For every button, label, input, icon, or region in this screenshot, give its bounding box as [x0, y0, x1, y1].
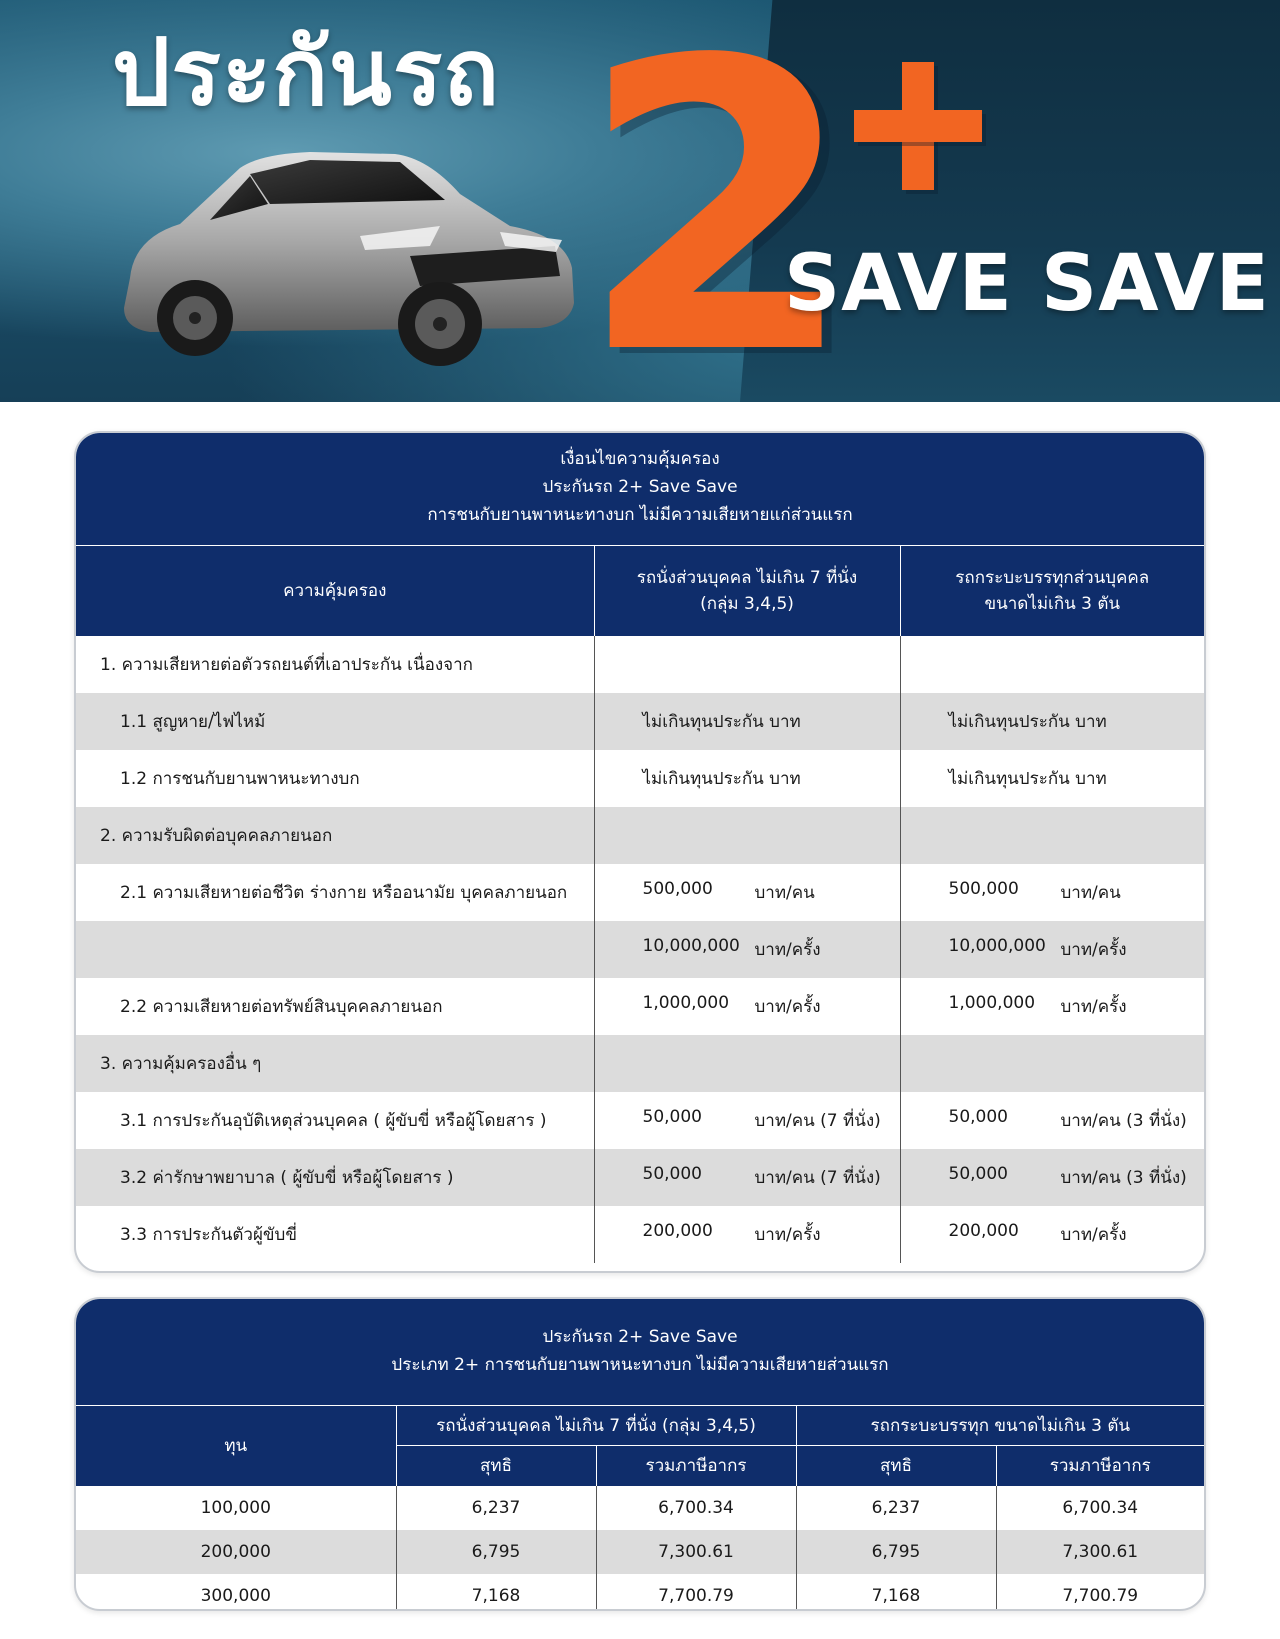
- row-value-a: [594, 1149, 900, 1206]
- unit: บาท/คน (3 ที่นั่ง): [1060, 1110, 1187, 1131]
- total-premium-b: 6,700.34: [996, 1486, 1204, 1530]
- unit: บาท/คน (7 ที่นั่ง): [754, 1110, 881, 1131]
- row-label: [76, 921, 594, 978]
- table-row: [76, 693, 1204, 750]
- sum-insured: 100,000: [200, 1497, 271, 1518]
- net-premium-a: 6,237: [396, 1486, 596, 1530]
- row-value-b: [900, 636, 1204, 693]
- amount: 50,000: [642, 1163, 702, 1184]
- amount: 10,000,000: [642, 935, 740, 956]
- coverage-header-row: [76, 546, 1204, 636]
- row-value-b: [900, 864, 1204, 921]
- table-row: [76, 1035, 1204, 1092]
- row-label: 1.1 สูญหาย/ไฟไหม้: [76, 693, 594, 750]
- col-pickup-truck-line: ขนาดไม่เกิน 3 ตัน: [984, 593, 1121, 614]
- hero-banner: [0, 0, 1280, 402]
- sum-insured: 200,000: [76, 1530, 396, 1574]
- row-value-b: [900, 1206, 1204, 1263]
- premium-panel: [74, 1297, 1206, 1611]
- car-image: [110, 128, 580, 368]
- net-premium-a: 7,168: [396, 1574, 596, 1612]
- col-passenger-car-line: (กลุ่ม 3,4,5): [700, 593, 794, 614]
- premium-panel-header: [76, 1299, 1204, 1405]
- row-label: 2.1 ความเสียหายต่อชีวิต ร่างกาย หรืออนามัย บุคคลภายนอก: [120, 882, 568, 903]
- row-label: 2. ความรับผิดต่อบุคคลภายนอก: [76, 807, 594, 864]
- table-row: [76, 1574, 1204, 1612]
- unit: บาท/คน (7 ที่นั่ง): [754, 1167, 881, 1188]
- net-premium-b: 6,237: [796, 1486, 996, 1530]
- row-value-a: [594, 693, 900, 750]
- amount: ไม่เกินทุนประกัน บาท: [642, 768, 801, 789]
- table-row: [76, 807, 1204, 864]
- amount: 50,000: [642, 1106, 702, 1127]
- amount: 200,000: [948, 1220, 1019, 1241]
- row-value-a: [594, 1206, 900, 1263]
- unit: บาท/คน: [1060, 882, 1121, 903]
- table-row: [76, 921, 1204, 978]
- row-value-b: [900, 1149, 1204, 1206]
- amount: 50,000: [948, 1163, 1008, 1184]
- net-premium-b: 7,168: [796, 1574, 996, 1612]
- hero-title: ประกันรถ: [112, 19, 500, 126]
- row-value-b: [900, 807, 1204, 864]
- row-value-a: [594, 921, 900, 978]
- row-value-a: [594, 1092, 900, 1149]
- row-label: 1. ความเสียหายต่อตัวรถยนต์ที่เอาประกัน เนื่องจาก: [100, 654, 473, 675]
- col-sum-insured: ทุน: [76, 1406, 396, 1486]
- table-row: [76, 978, 1204, 1035]
- sum-insured: 300,000: [200, 1585, 271, 1606]
- amount: ไม่เกินทุนประกัน บาท: [948, 711, 1107, 732]
- unit: บาท/คน (3 ที่นั่ง): [1060, 1167, 1187, 1188]
- row-value-b: [900, 1092, 1204, 1149]
- amount: 10,000,000: [948, 935, 1046, 956]
- unit: บาท/ครั้ง: [754, 939, 821, 960]
- col-group-pickup-truck: รถกระบะบรรทุก ขนาดไม่เกิน 3 ตัน: [796, 1406, 1204, 1446]
- row-label: 3.2 ค่ารักษาพยาบาล ( ผู้ขับขี่ หรือผู้โดยสาร ): [76, 1149, 594, 1206]
- amount: 1,000,000: [642, 992, 730, 1013]
- row-value-a: [594, 978, 900, 1035]
- amount: ไม่เกินทุนประกัน บาท: [948, 768, 1107, 789]
- hero-big-number: 2: [578, 0, 847, 402]
- unit: บาท/ครั้ง: [1060, 996, 1127, 1017]
- row-label: 2.2 ความเสียหายต่อทรัพย์สินบุคคลภายนอก: [120, 996, 443, 1017]
- net-premium-b: 6,795: [796, 1530, 996, 1574]
- col-total-b: รวมภาษีอากร: [996, 1446, 1204, 1486]
- net-premium-a: 6,795: [396, 1530, 596, 1574]
- unit: บาท/ครั้ง: [754, 1224, 821, 1245]
- row-label: 1.2 การชนกับยานพาหนะทางบก: [120, 768, 360, 789]
- amount: 500,000: [948, 878, 1019, 899]
- table-row: [76, 1092, 1204, 1149]
- col-net-a: สุทธิ: [396, 1446, 596, 1486]
- total-premium-b: 7,700.79: [996, 1574, 1204, 1612]
- coverage-header-line: การชนกับยานพาหนะทางบก ไม่มีความเสียหายแก่ส่วนแรก: [427, 505, 853, 525]
- row-value-b: [900, 921, 1204, 978]
- coverage-table: [76, 545, 1204, 1263]
- premium-header-line: ประเภท 2+ การชนกับยานพาหนะทางบก ไม่มีความเสียหายส่วนแรก: [391, 1355, 889, 1375]
- col-total-a: รวมภาษีอากร: [596, 1446, 796, 1486]
- table-row: [76, 636, 1204, 693]
- coverage-header-line: ประกันรถ 2+ Save Save: [542, 477, 738, 497]
- amount: ไม่เกินทุนประกัน บาท: [642, 711, 801, 732]
- coverage-header-line: เงื่อนไขความคุ้มครอง: [560, 449, 720, 469]
- total-premium-a: 7,700.79: [596, 1574, 796, 1612]
- row-value-a: [594, 750, 900, 807]
- col-coverage-label: ความคุ้มครอง: [283, 580, 387, 601]
- amount: 200,000: [642, 1220, 713, 1241]
- unit: บาท/ครั้ง: [1060, 939, 1127, 960]
- total-premium-a: 7,300.61: [596, 1530, 796, 1574]
- row-label: 3. ความคุ้มครองอื่น ๆ: [76, 1035, 594, 1092]
- premium-header-line: ประกันรถ 2+ Save Save: [542, 1327, 738, 1347]
- col-passenger-car: [594, 546, 900, 636]
- amount: 50,000: [948, 1106, 1008, 1127]
- coverage-panel: [74, 431, 1206, 1273]
- premium-table: [76, 1405, 1204, 1611]
- row-label: 3.1 การประกันอุบัติเหตุส่วนบุคคล ( ผู้ขับขี่ หรือผู้โดยสาร ): [120, 1110, 547, 1131]
- hero-subtitle: SAVE SAVE: [784, 239, 1270, 329]
- col-passenger-car-line: รถนั่งส่วนบุคคล ไม่เกิน 7 ที่นั่ง: [636, 567, 858, 588]
- unit: บาท/ครั้ง: [754, 996, 821, 1017]
- row-value-b: [900, 693, 1204, 750]
- amount: 1,000,000: [948, 992, 1036, 1013]
- row-value-a: [594, 864, 900, 921]
- table-row: [76, 1149, 1204, 1206]
- table-row: [76, 1486, 1204, 1530]
- unit: บาท/คน: [754, 882, 815, 903]
- table-row: [76, 1206, 1204, 1263]
- total-premium-b: 7,300.61: [996, 1530, 1204, 1574]
- total-premium-a: 6,700.34: [596, 1486, 796, 1530]
- row-value-b: [900, 978, 1204, 1035]
- row-value-a: [594, 636, 900, 693]
- row-value-b: [900, 750, 1204, 807]
- col-pickup-truck-line: รถกระบะบรรทุกส่วนบุคคล: [955, 567, 1150, 588]
- col-pickup-truck: [900, 546, 1204, 636]
- row-value-a: [594, 1035, 900, 1092]
- amount: 500,000: [642, 878, 713, 899]
- plus-icon: [854, 62, 982, 190]
- table-row: [76, 864, 1204, 921]
- row-label: 3.3 การประกันตัวผู้ขับขี่: [120, 1224, 297, 1245]
- col-net-b: สุทธิ: [796, 1446, 996, 1486]
- row-value-b: [900, 1035, 1204, 1092]
- table-row: [76, 1530, 1204, 1574]
- premium-header-row: [76, 1406, 1204, 1446]
- coverage-panel-header: [76, 433, 1204, 545]
- col-coverage: [76, 546, 594, 636]
- row-value-a: [594, 807, 900, 864]
- unit: บาท/ครั้ง: [1060, 1224, 1127, 1245]
- table-row: [76, 750, 1204, 807]
- col-group-passenger-car: รถนั่งส่วนบุคคล ไม่เกิน 7 ที่นั่ง (กลุ่ม 3,4,5): [396, 1406, 796, 1446]
